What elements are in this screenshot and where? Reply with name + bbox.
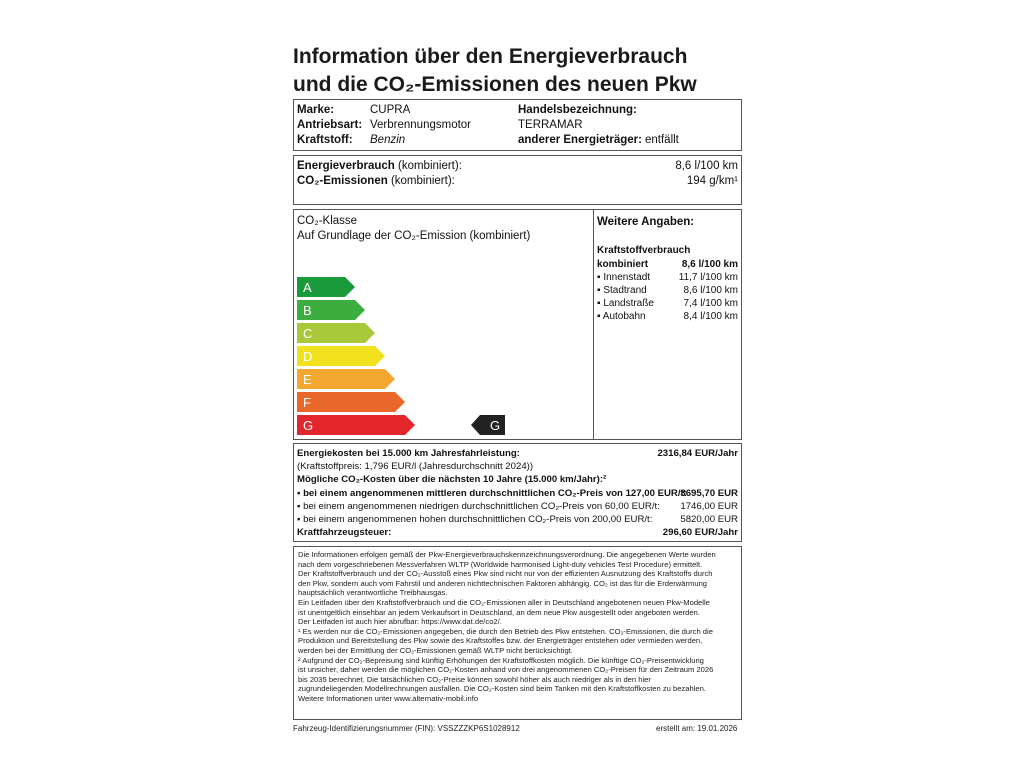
co2-class-a xyxy=(297,277,355,297)
vehicle-tax-label: Kraftfahrzeugsteuer: xyxy=(297,527,392,538)
trade-name-label: Handelsbezeichnung: xyxy=(518,104,637,116)
co2-class-box xyxy=(293,209,594,440)
fuel-label: Kraftstoff: xyxy=(297,134,353,146)
fuel-value: Benzin xyxy=(370,134,406,146)
co2-class-letter: D xyxy=(303,349,313,364)
brand-value: CUPRA xyxy=(370,104,411,116)
co2-class-c xyxy=(297,323,375,343)
title-line-1: Information über den Energieverbrauch xyxy=(293,45,688,68)
legal-notes: Die Informationen erfolgen gemäß der Pkw-Energieverbrauchskennzeichnungsverordnung. Die angegebenen Werte wurden nach dem vorgeschriebenen Messverfahren WLTP (Worldwide harmonised Light-duty vehicles Test Procedure) ermittelt. Der Kraftstoffverbrauch und der CO₂-Ausstoß eines Pkw sind nicht nur von der effizienten Ausnutzung des Kraftstoffs durch den Pkw, sondern auch vom Fahrstil und anderen nichttechnischen Faktoren abhängig. CO₂ ist das für die Erderwärmung hauptsächlich verantwortliche Treibhausgas. Ein Leitfaden über den Kraftstoffverbrauch und die CO₂-Emissionen aller in Deutschland angebotenen neuen Pkw-Modelle ist unentgeltlich einsehbar an jedem Verkaufsort in Deutschland, an dem neue Pkw ausgestellt oder angeboten werden. Der Leitfaden ist auch hier abrufbar: https://www.dat.de/co2/. ¹ Es werden nur die CO₂-Emissionen angegeben, die durch den Betrieb des Pkw entstehen. CO₂-Emissionen, die durch die Produktion und Bereitstellung des Pkw sowie des Kraftstoffes bzw. der Energieträger entstehen oder vermieden werden, werden bei der Ermittlung der CO₂-Emissionen gemäß WLTP nicht berücksichtigt. ² Aufgrund der CO₂-Bepreisung sind künftig Erhöhungen der Kraftstoffkosten möglich. Die künftige CO₂-Preisentwicklung ist unsicher, daher werden die möglichen CO₂-Kosten anhand von drei angenommenen CO₂-Preisen für den Zeitraum 2026 bis 2035 berechnet. Die tatsächlichen CO₂-Preise können sowohl höher als auch niedriger als in den hier zugrundeliegenden Modellrechnungen ausfallen. Die CO₂-Kosten sind beim Tanken mit den Kraftstoffkosten zu bezahlen. Weitere Informationen unter www.alternativ-mobil.info xyxy=(298,550,716,703)
further-heading: Weitere Angaben: xyxy=(597,216,695,228)
energy-costs-label: Energiekosten bei 15.000 km Jahresfahrleistung: xyxy=(297,448,520,459)
co2-scenario-label: ▪ bei einem angenommenen niedrigen durchschnittlichen CO₂-Preis von 60,00 EUR/t: xyxy=(297,501,660,512)
further-info-box xyxy=(593,209,742,440)
co2-class-f xyxy=(297,392,405,412)
vehicle-tax-value: 296,60 EUR/Jahr xyxy=(662,527,738,538)
co2-class-letter: C xyxy=(303,326,313,341)
co2-class-arrow xyxy=(297,369,395,389)
vehicle-info-box xyxy=(293,99,742,151)
co2-class-b xyxy=(297,300,365,320)
current-class-letter: G xyxy=(490,418,501,433)
energy-consumption-row xyxy=(297,160,462,172)
fuel-consumption-label: kombiniert xyxy=(597,259,649,270)
fuel-consumption-value: 8,6 l/100 km xyxy=(681,259,738,270)
other-energy-value: entfällt xyxy=(645,134,679,146)
brand-label: Marke: xyxy=(297,104,335,116)
co2-class-letter: A xyxy=(303,280,312,295)
current-class-indicator xyxy=(471,415,505,435)
co2-class-letter: B xyxy=(303,303,312,318)
co2-emissions-row xyxy=(297,175,455,187)
co2-scenario-value: 3695,70 EUR xyxy=(680,488,738,499)
co2-class-letter: F xyxy=(303,395,311,410)
fuel-consumption-label: ▪ Innenstadt xyxy=(597,272,651,283)
co2-class-letter: E xyxy=(303,372,312,387)
co2-scenario-value: 5820,00 EUR xyxy=(680,514,738,525)
co2-class-subheading: Auf Grundlage der CO₂-Emission (kombiniert) xyxy=(297,230,531,242)
fuel-consumption-label: ▪ Autobahn xyxy=(597,311,646,322)
co2-scenario-label: ▪ bei einem angenommenen mittleren durchschnittlichen CO₂-Preis von 127,00 EUR/t: xyxy=(297,488,687,499)
fin-number: Fahrzeug-Identifizierungsnummer (FIN): VSSZZZKP6S1028912 xyxy=(293,724,520,733)
energy-consumption-value: 8,6 l/100 km xyxy=(675,160,738,172)
notes-box xyxy=(293,546,742,720)
fuel-consumption-value: 8,6 l/100 km xyxy=(683,285,738,296)
energy-costs-value: 2316,84 EUR/Jahr xyxy=(657,448,738,459)
fuel-consumption-label: ▪ Landstraße xyxy=(597,298,654,309)
page-title xyxy=(293,43,753,99)
co2-class-g xyxy=(297,415,415,435)
fuel-consumption-label: ▪ Stadtrand xyxy=(597,285,647,296)
co2-class-e xyxy=(297,369,395,389)
co2-emissions-label: CO₂-Emissionen xyxy=(297,175,388,187)
consumption-box xyxy=(293,155,742,205)
created-date: erstellt am: 19.01.2026 xyxy=(656,724,738,733)
energy-consumption-label: Energieverbrauch xyxy=(297,160,395,172)
co2-emissions-value: 194 g/km¹ xyxy=(686,175,738,187)
co2-costs-label: Mögliche CO₂-Kosten über die nächsten 10 Jahre (15.000 km/Jahr):² xyxy=(297,474,607,485)
fuel-consumption-value: 8,4 l/100 km xyxy=(683,311,738,322)
title-line-2: und die CO₂-Emissionen des neuen Pkw xyxy=(293,73,697,96)
co2-scenario-value: 1746,00 EUR xyxy=(680,501,738,512)
fuel-price-note: (Kraftstoffpreis: 1,796 EUR/l (Jahresdurchschnitt 2024)) xyxy=(297,461,534,472)
co2-class-d xyxy=(297,346,385,366)
drive-value: Verbrennungsmotor xyxy=(370,119,472,131)
costs-box xyxy=(293,443,742,542)
drive-label: Antriebsart: xyxy=(297,119,363,131)
co2-class-heading: CO₂-Klasse xyxy=(297,215,358,227)
trade-name-value: TERRAMAR xyxy=(518,119,583,131)
fuel-consumption-section: Kraftstoffverbrauch xyxy=(597,245,691,256)
co2-emissions-suffix: (kombiniert): xyxy=(390,175,455,187)
fuel-consumption-value: 11,7 l/100 km xyxy=(678,272,738,283)
energy-consumption-suffix: (kombiniert): xyxy=(398,160,462,172)
co2-class-arrow xyxy=(297,392,405,412)
fuel-consumption-value: 7,4 l/100 km xyxy=(683,298,738,309)
co2-class-arrow xyxy=(297,415,415,435)
co2-scenario-label: ▪ bei einem angenommenen hohen durchschnittlichen CO₂-Preis von 200,00 EUR/t: xyxy=(297,514,653,525)
other-energy-label: anderer Energieträger: xyxy=(518,134,642,146)
co2-class-letter: G xyxy=(303,418,314,433)
co2-class-scale xyxy=(294,210,593,439)
